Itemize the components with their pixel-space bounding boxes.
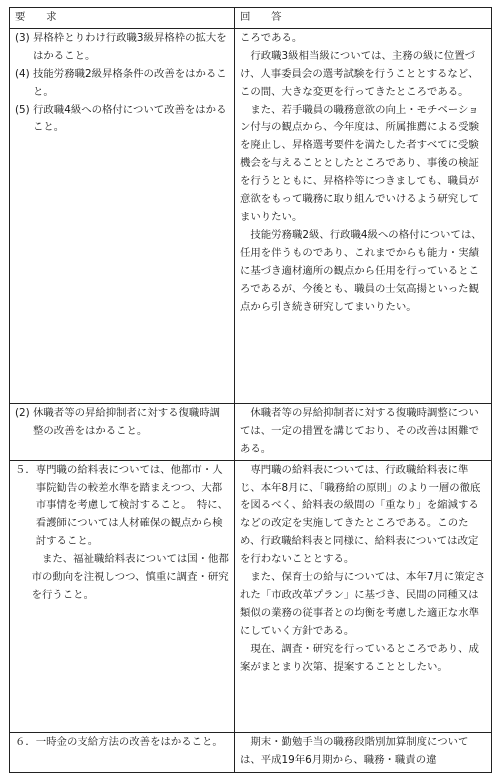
request-text: 専門職の給料表については、他都市・人事院勧告の較差水準を踏まえつつ、大都市事情を考慮して検討すること。 特に、看護師については人材確保の観点から検討すること。 [35,463,229,548]
request-item [15,462,230,552]
request-item [15,66,230,102]
request-text: 休職者等の昇給抑制者に対する復職時調整の改善をはかること。 [33,406,221,437]
request-item [15,30,230,66]
answer-cell [235,460,492,732]
answer-paragraph: 技能労務職2級、行政職4級への格付については、任用を伴うものであり、これまでからも能力・実績に基づき適材適所の観点から任用を行っているところであるが、今後とも、職員の士気高揚といった観点から引き続き研究してまいりたい。 [240,228,482,313]
request-text: また、福祉職給料表については国・他都市の動向を注視しつつ、慎重に調査・研究を行うこと。 [31,553,229,601]
request-number: (3) [15,31,34,44]
answer-paragraph: 専門職の給料表については、行政職給料表に準じ、本年8月に、「職務給の原則」のより一層の徹底を図るべく、給料表の級間の「重なり」を縮減するなどの改定を実施してきたところである。このため、行政職給料表と同様に、給料表については改定を行わないこととする。 [240,463,481,566]
request-number: ５． [15,463,36,476]
request-item [15,734,230,752]
request-text: 昇格枠とりわけ行政職3級昇格枠の拡大をはかること。 [33,31,227,62]
answer-paragraph: 現在、調査・研究を行っているところであり、成案がまとまり次第、提案することとしたい。 [240,642,479,673]
table-row [10,732,492,772]
table-header-row [10,8,492,29]
answer-paragraph: また、若手職員の職務意欲の向上・モチベーション付与の観点から、今年度は、所属推薦による受験を廃止し、昇格選考要件を満たした者すべてに受験機会を与えることとしたところであり、事後の検証を行うとともに、昇格枠等につきましても、職員が意欲をもって職務に取り組んでいけるよう研究してまいりたい。 [240,103,479,223]
request-cell [10,732,235,772]
answer-paragraph: 期末・勤勉手当の職務段階別加算制度については、平成19年6月期から、職務・職責の違 [240,735,469,766]
request-number: ６． [15,735,36,748]
request-number: (4) [15,67,34,80]
request-cell [10,460,235,732]
request-answer-table [9,7,492,773]
answer-cell [235,732,492,772]
header-requests: 要 求 [10,8,235,29]
request-number: (5) [15,103,34,116]
request-cell [10,28,235,403]
table-row [10,460,492,732]
request-item [15,405,230,441]
table-row [10,403,492,460]
request-text: 行政職4級への格付について改善をはかること。 [33,103,227,134]
request-text: 技能労務職2級昇格条件の改善をはかること。 [33,67,227,98]
request-item [15,551,230,605]
request-item [15,102,230,138]
request-cell [10,403,235,460]
header-answers: 回 答 [235,8,492,29]
table-row [10,28,492,403]
request-text: 一時金の支給方法の改善をはかること。 [35,735,223,748]
request-number: (2) [15,406,34,419]
answer-cell [235,28,492,403]
answer-paragraph: また、保育士の給与については、本年7月に策定された「市政改革プラン」に基づき、民間の同種又は類似の業務の従事者との均衡を考慮した適正な水準にしていく方針である。 [240,571,486,637]
answer-paragraph: ころである。 [240,31,303,44]
answer-paragraph: 行政職3級相当級については、主務の級に位置づけ、人事委員会の選考試験を行うこととするなど、この間、大きな変更を行ってきたところである。 [240,49,479,98]
answer-cell [235,403,492,460]
answer-paragraph: 休職者等の昇給抑制者に対する復職時調整については、一定の措置を講じており、その改善は困難である。 [240,406,479,455]
